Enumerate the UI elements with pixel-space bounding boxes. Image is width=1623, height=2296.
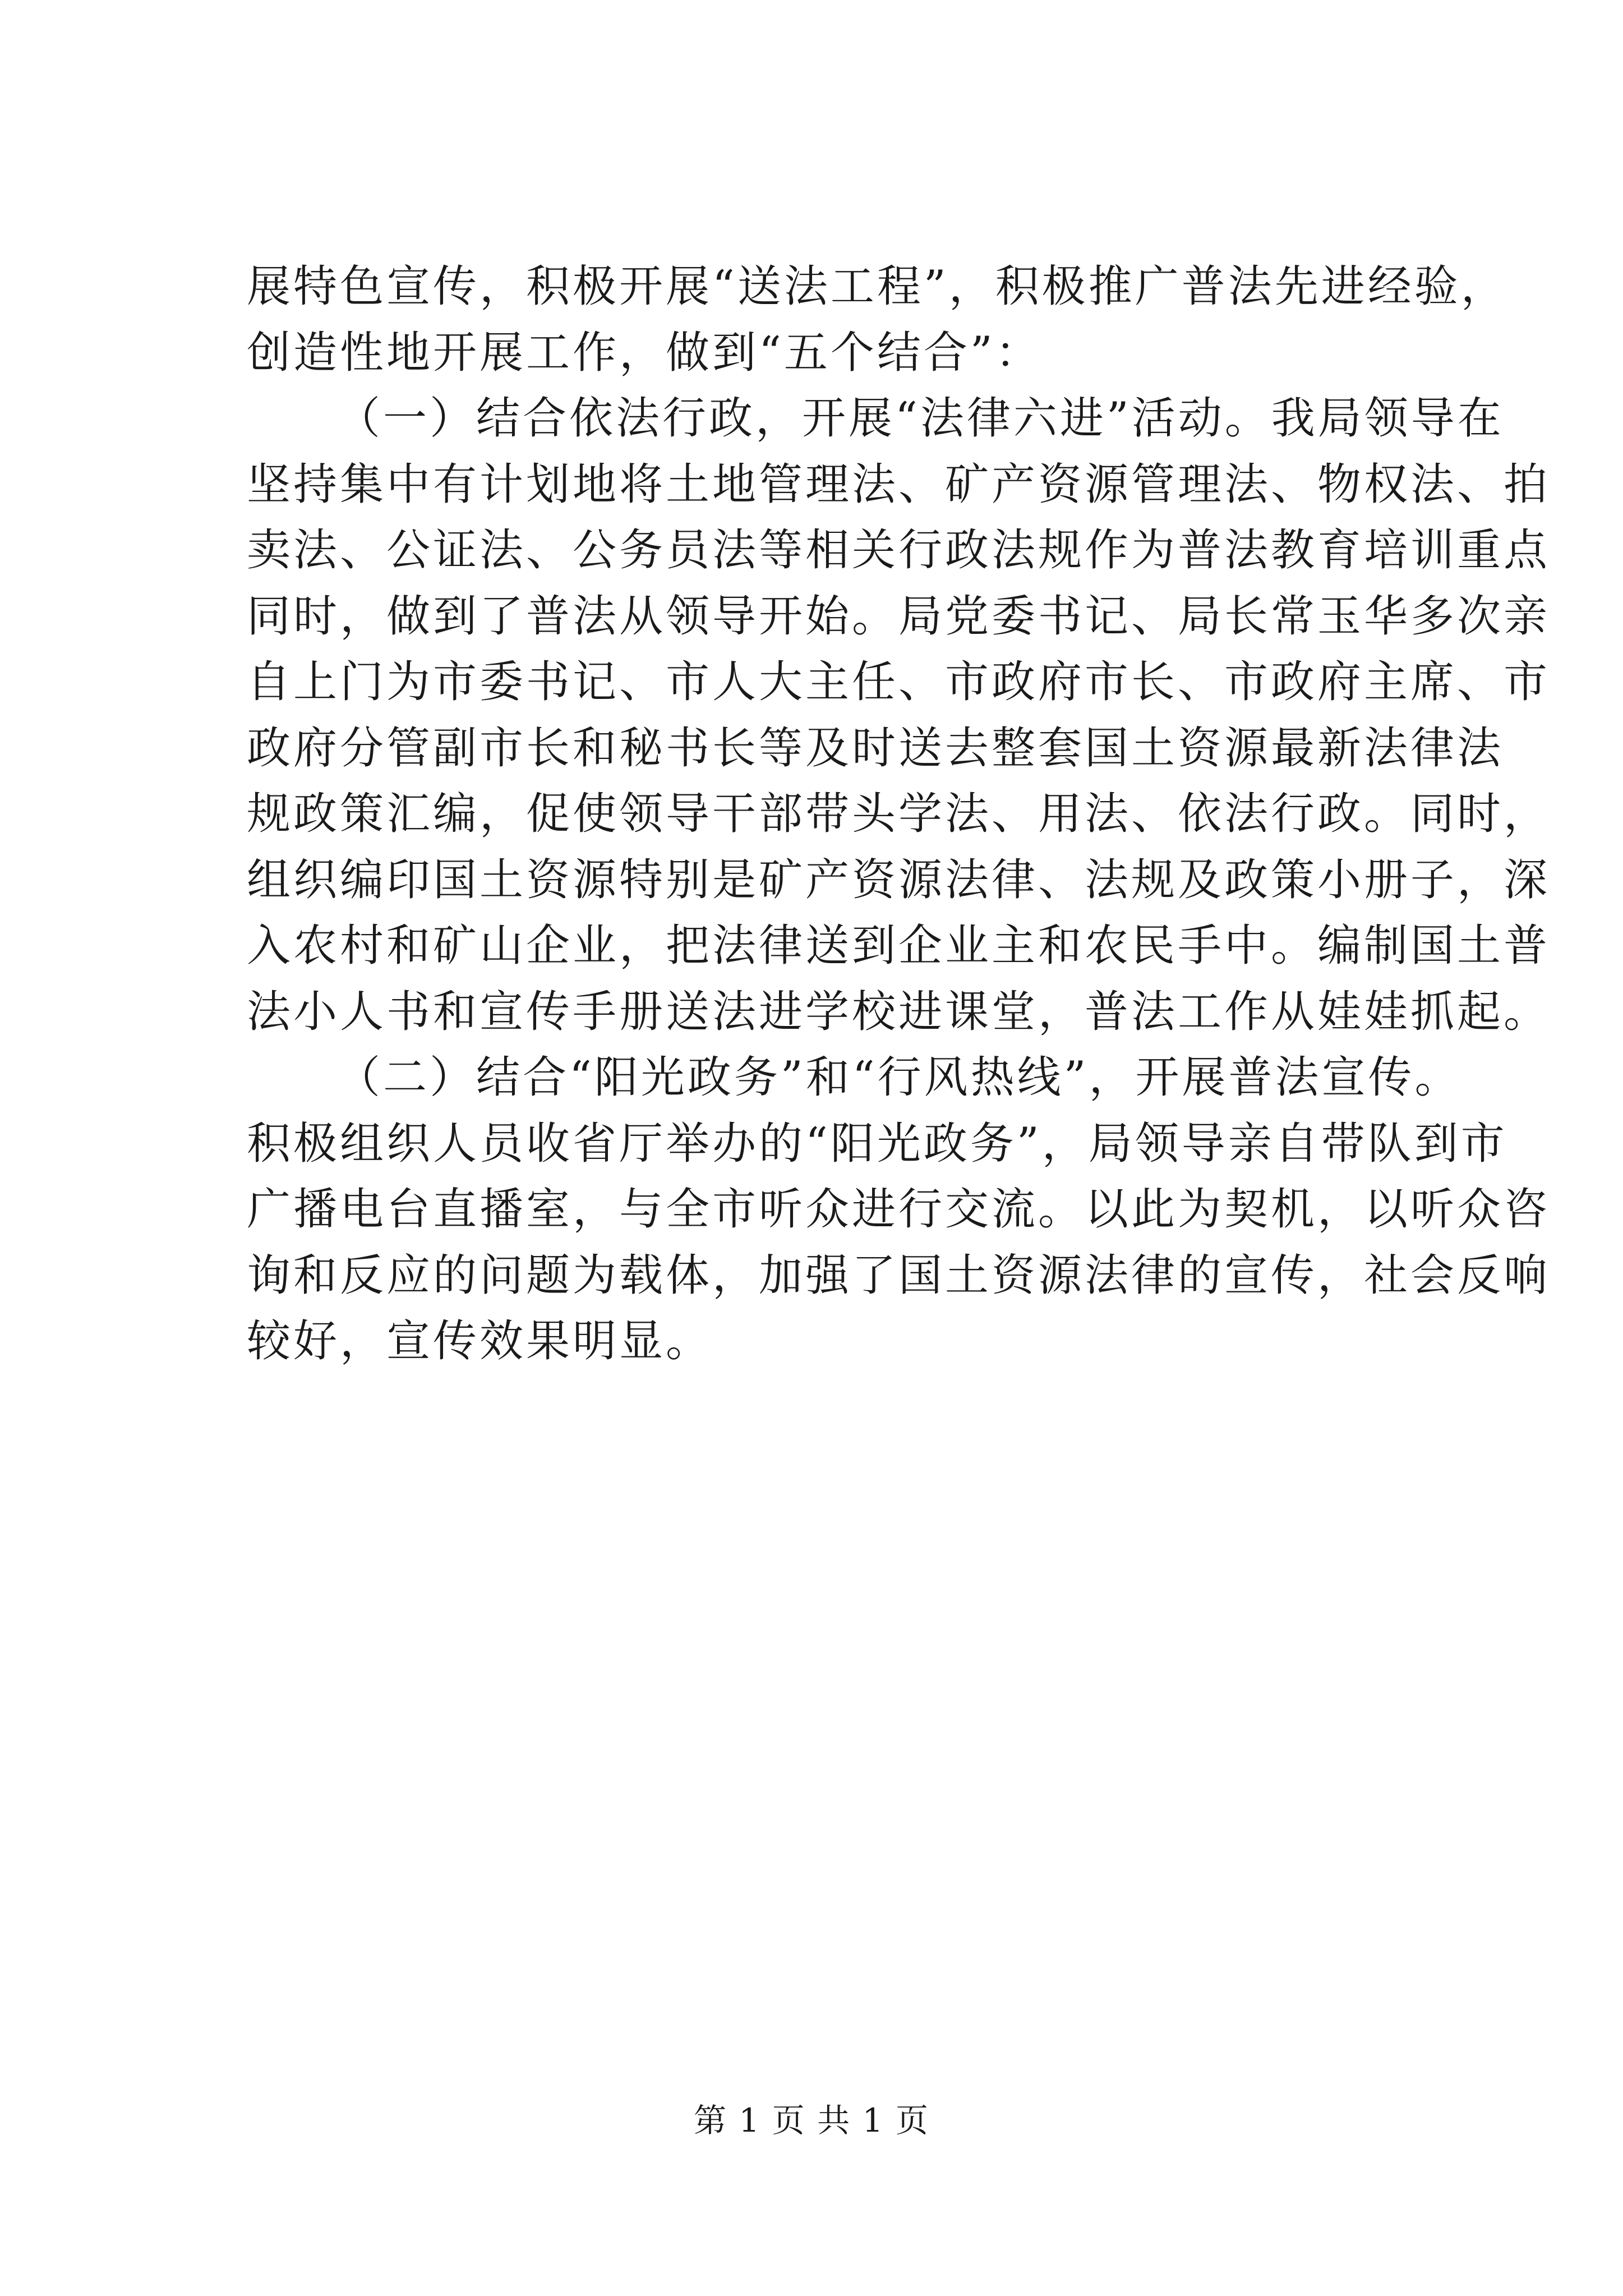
text-line: 坚持集中有计划地将土地管理法、矿产资源管理法、物权法、拍 — [247, 459, 1551, 510]
text-line: 卖法、公证法、公务员法等相关行政法规作为普法教育培训重点 — [247, 525, 1551, 576]
text-line: 广播电台直播室，与全市听众进行交流。以此为契机，以听众咨 — [247, 1184, 1551, 1235]
text-line: 自上门为市委书记、市人大主任、市政府市长、市政府主席、市 — [247, 657, 1551, 707]
document-body — [247, 254, 1551, 1375]
text-line: （二）结合“阳光政务”和“行风热线”，开展普法宣传。 — [336, 1052, 1461, 1103]
page-footer — [0, 2101, 1623, 2140]
text-line: 积极组织人员收省厅举办的“阳光政务”，局领导亲自带队到市 — [247, 1118, 1507, 1169]
text-line: 政府分管副市长和秘书长等及时送去整套国土资源最新法律法 — [247, 723, 1504, 774]
text-line: 规政策汇编，促使领导干部带头学法、用法、依法行政。同时， — [247, 789, 1551, 839]
text-line: 询和反应的问题为载体，加强了国土资源法律的宣传，社会反响 — [247, 1250, 1551, 1301]
text-line: 创造性地开展工作，做到“五个结合”： — [247, 327, 1042, 378]
paragraph-section-1 — [247, 386, 1551, 1045]
paragraph-section-2 — [247, 1045, 1551, 1375]
text-line: 入农村和矿山企业，把法律送到企业主和农民手中。编制国土普 — [247, 921, 1551, 971]
text-line: 同时，做到了普法从领导开始。局党委书记、局长常玉华多次亲 — [247, 591, 1551, 642]
text-line: 组织编印国土资源特别是矿产资源法律、法规及政策小册子，深 — [247, 854, 1551, 905]
page-number-label: 第 1 页 共 1 页 — [694, 2101, 929, 2139]
text-line: （一）结合依法行政，开展“法律六进”活动。我局领导在 — [336, 393, 1504, 444]
text-line: 较好，宣传效果明显。 — [247, 1316, 713, 1366]
paragraph-intro — [247, 254, 1507, 386]
text-line: 展特色宣传，积极开展“送法工程”，积极推广普法先进经验， — [247, 261, 1507, 312]
text-line: 法小人书和宣传手册送法进学校进课堂，普法工作从娃娃抓起。 — [247, 986, 1551, 1037]
